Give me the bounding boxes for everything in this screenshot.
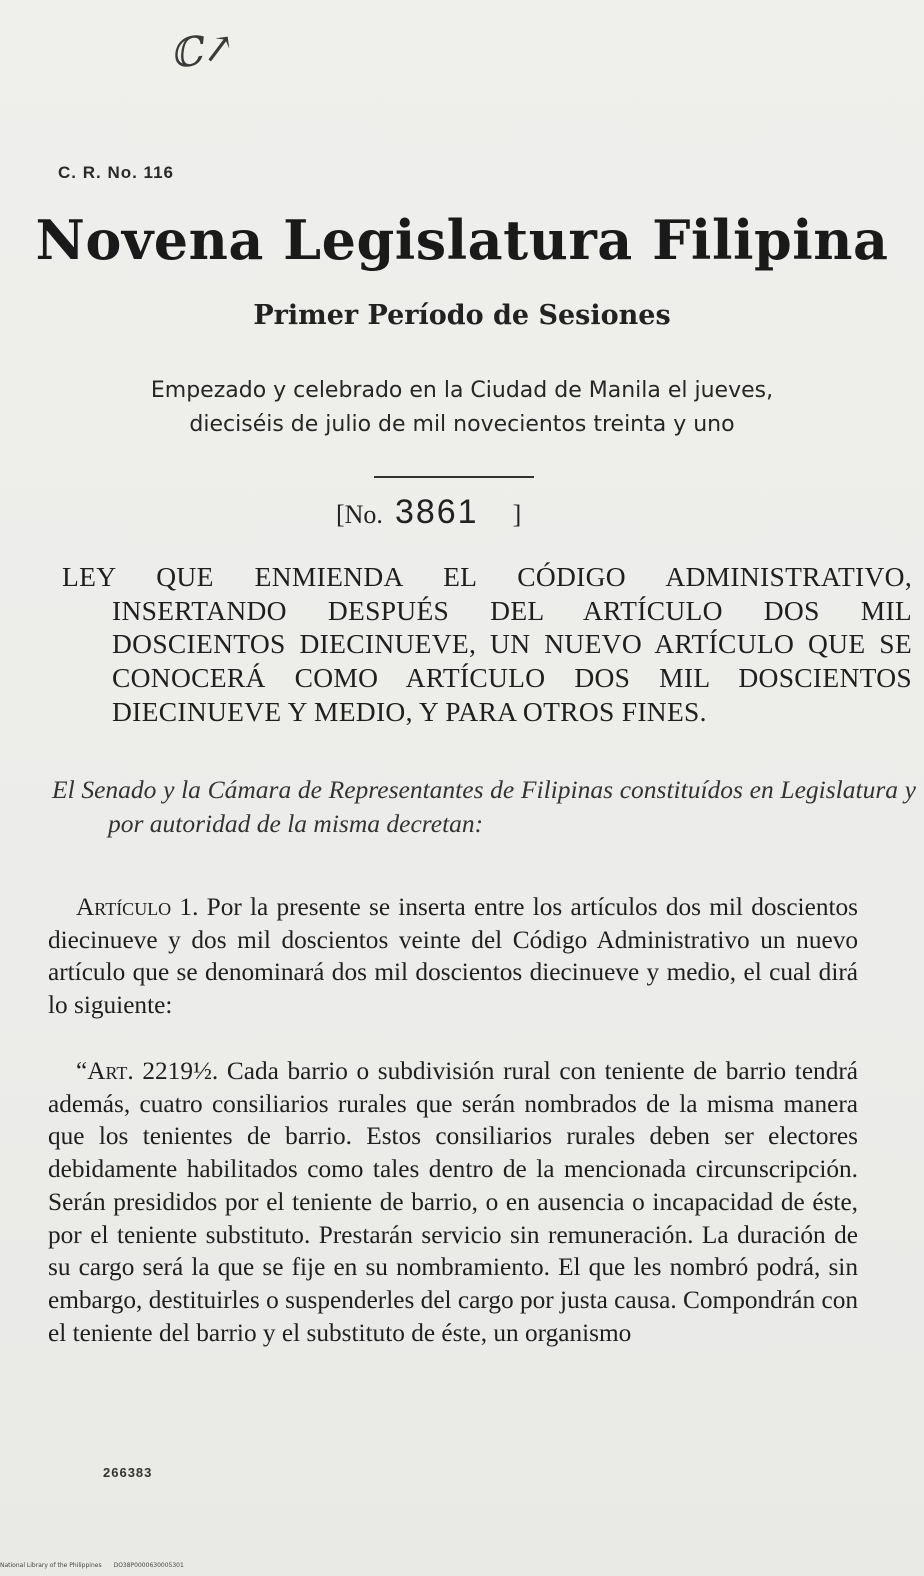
article-2219-text: Cada barrio o subdivisión rural con teniente de barrio tendrá además, cuatro consiliarios rurales que serán nombrados de la misma manera que los tenientes de barrio. Estos consiliarios rurales deben ser electores debidamente habilitados como tales dentro de la mencionada circunscripción. Serán presididos por el teniente de barrio, o en ausencia o incapacidad de éste, por el teniente substituto. Prestarán servicio sin remuneración. La duración de su cargo será la que se fije en su nombramiento. El que les nombró podrá, sin embargo, destituirles o suspenderles del cargo por justa causa. Compondrán con el teniente del barrio y el substituto de éste, un organismo (48, 1057, 858, 1347)
bill-reference: C. R. No. 116 (58, 163, 174, 182)
page-code: 266383 (103, 1465, 153, 1480)
act-title: LEY QUE ENMIENDA EL CÓDIGO ADMINISTRATIVO, INSERTANDO DESPUÉS DEL ARTÍCULO DOS MIL DOSCIENTOS DIECINUEVE, UN NUEVO ARTÍCULO QUE SE CONOCERÁ COMO ARTÍCULO DOS MIL DOSCIENTOS DIECINUEVE Y MEDIO, Y PARA OTROS FINES. (62, 561, 912, 727)
act-number-prefix: [No. (336, 500, 383, 529)
article-2219-label: Art. 2219½. (87, 1057, 219, 1085)
act-number-suffix: ] (512, 500, 522, 529)
article-1-text: Por la presente se inserta entre los artículos dos mil doscientos diecinueve y dos mil doscientos veinte del Código Administrativo un nuevo artículo que se denominará dos mil doscientos diecinueve y medio, el cual dirá lo siguiente: (48, 893, 858, 1020)
act-number-value: 3861 (394, 493, 479, 531)
act-number (336, 493, 521, 532)
article-2219-open-quote: “ (76, 1057, 88, 1085)
convened-statement (0, 374, 924, 442)
convened-line-1: Empezado y celebrado en la Ciudad de Manila el jueves, (150, 378, 774, 403)
article-2219-paragraph (48, 1055, 858, 1349)
footer-id: DO38P0000630005301 (113, 1562, 184, 1569)
article-1-paragraph (48, 891, 858, 1022)
legislature-title: Novena Legislatura Filipina (35, 208, 889, 272)
article-1-label: Artículo 1. (76, 893, 199, 921)
enacting-clause: El Senado y la Cámara de Representantes de Filipinas constituídos en Legislatura y por autoridad de la misma decretan: (52, 775, 916, 838)
footer-library: National Library of the Philippines (0, 1562, 102, 1569)
convened-line-2: dieciséis de julio de mil novecientos treinta y uno (189, 412, 735, 437)
section-divider (374, 476, 534, 478)
handwritten-mark: ℂ↗ (167, 23, 239, 79)
session-title: Primer Período de Sesiones (253, 300, 671, 331)
footer-note (0, 1562, 196, 1569)
